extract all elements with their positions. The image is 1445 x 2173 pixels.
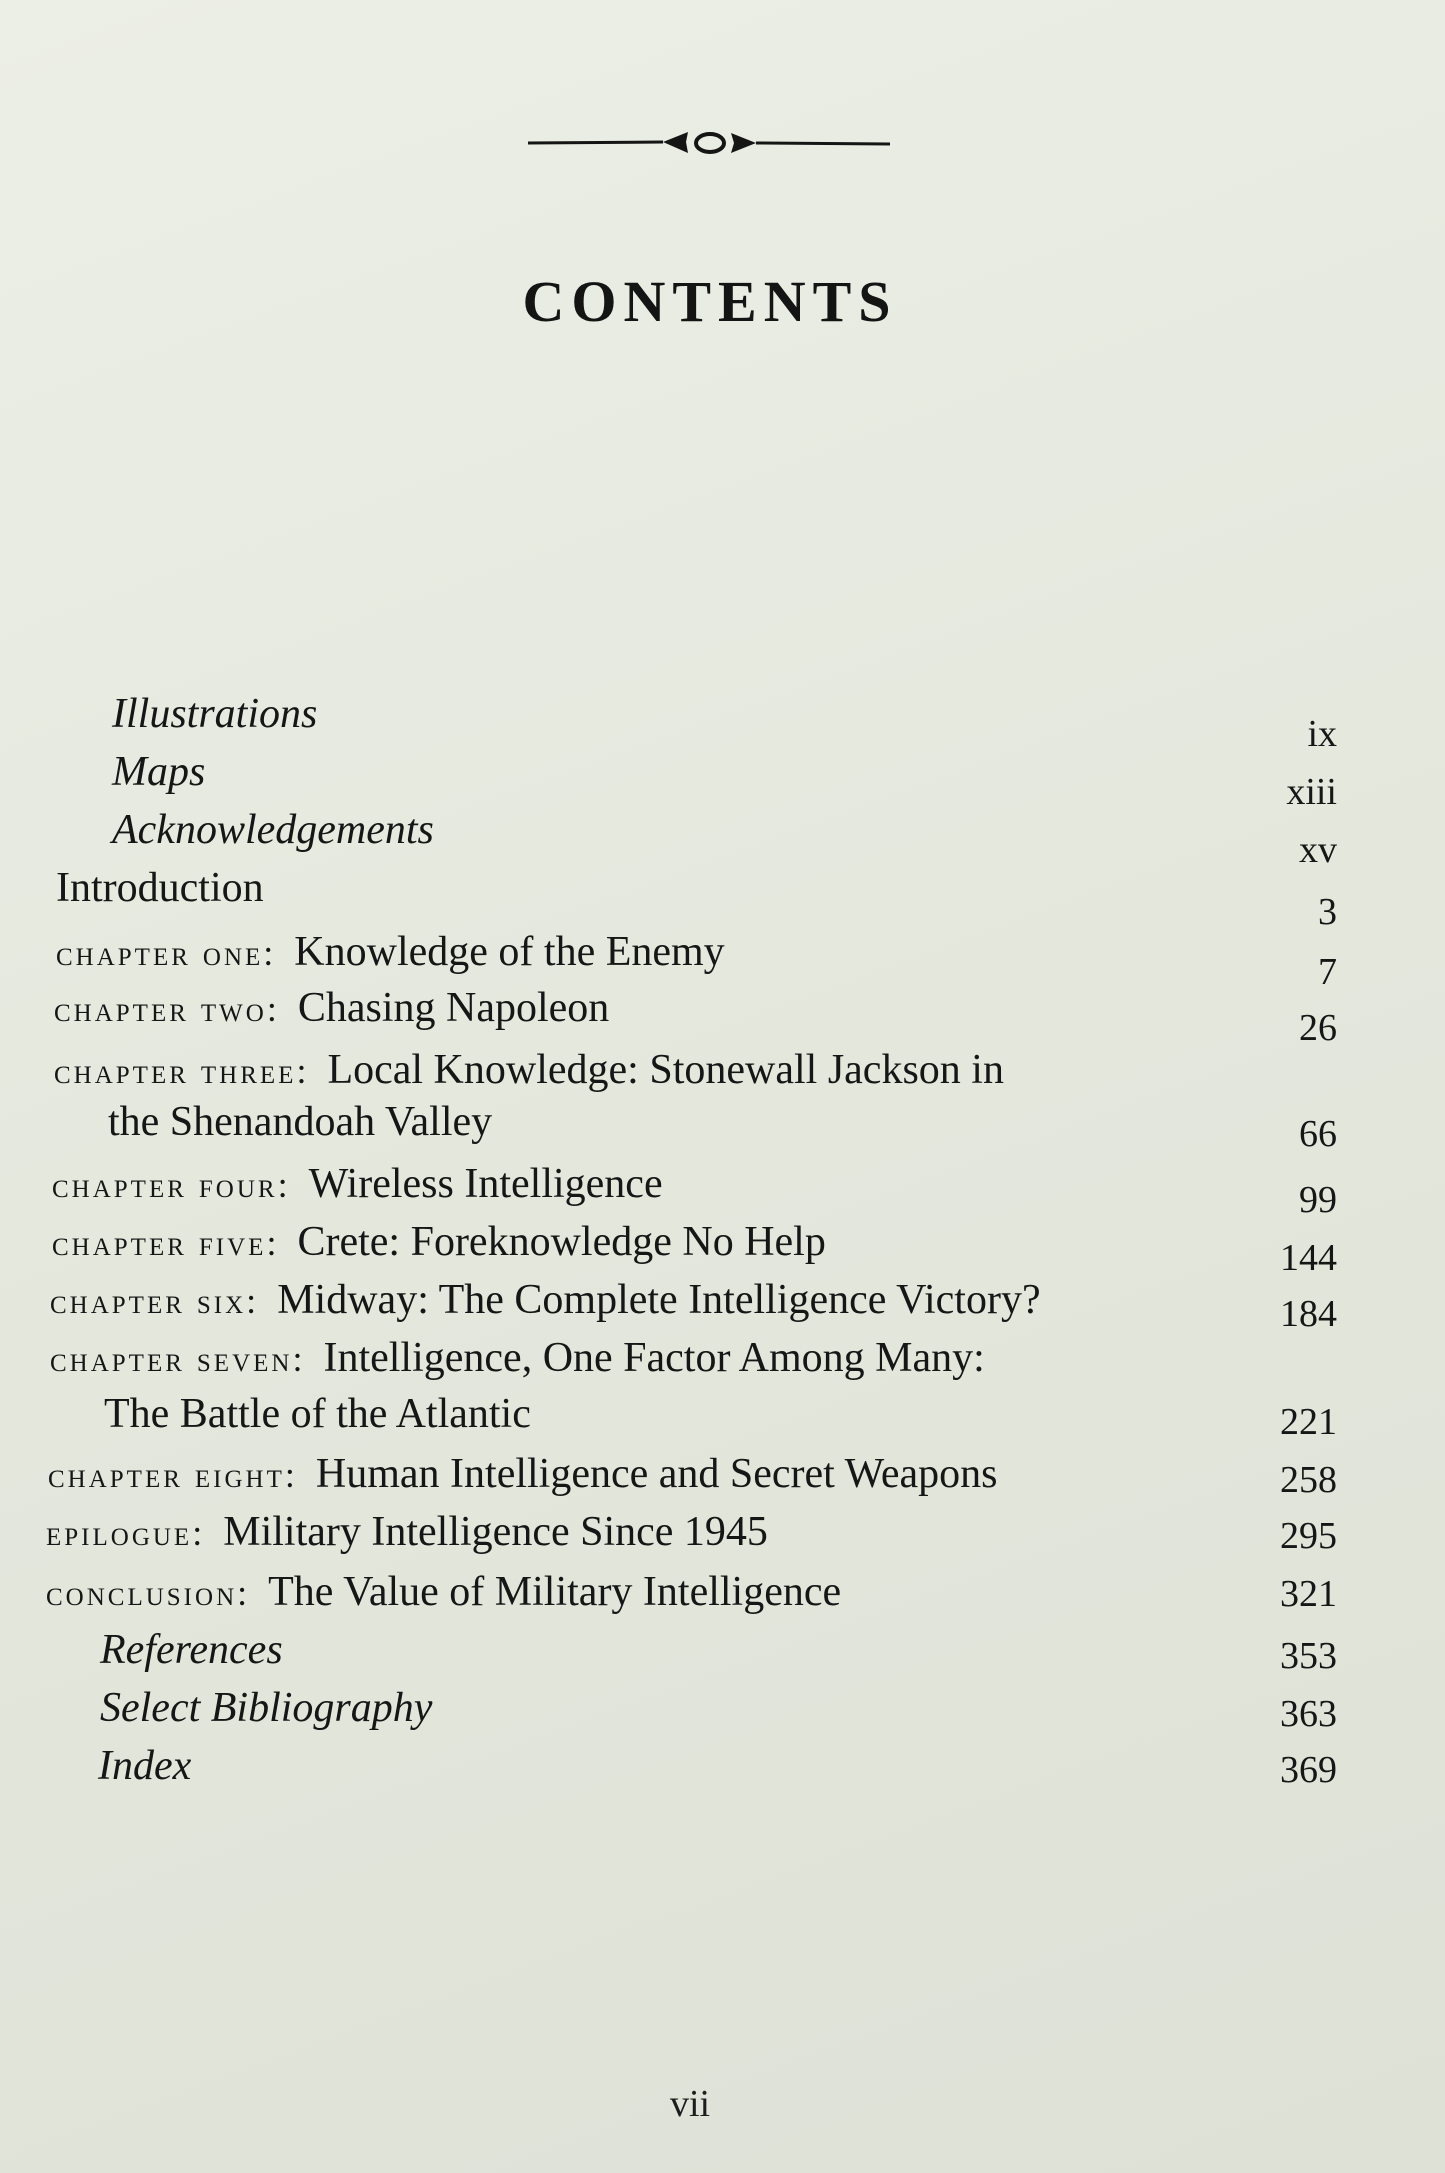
toc-entry-heading <box>50 1334 985 1383</box>
toc-entry-heading <box>100 1684 432 1732</box>
toc-entry-title: Midway: The Complete Intelligence Victory? <box>277 1277 1041 1323</box>
chapter-label: chapter four: <box>52 1165 291 1205</box>
chapter-label: chapter six: <box>50 1281 260 1321</box>
toc-entry-heading <box>54 1046 1004 1095</box>
toc-entry-page-number: 7 <box>1318 951 1337 993</box>
toc-entry-heading <box>112 806 434 854</box>
toc-entry-page-number: 144 <box>1280 1237 1337 1279</box>
toc-entry-heading <box>50 1276 1041 1325</box>
chapter-label: chapter three: <box>54 1051 310 1091</box>
toc-entry-title: Knowledge of the Enemy <box>294 929 725 975</box>
toc-entry-title-continuation: The Battle of the Atlantic <box>104 1391 531 1437</box>
chapter-label: chapter seven: <box>50 1339 306 1379</box>
toc-entry-heading <box>46 1568 841 1617</box>
chapter-label: chapter eight: <box>48 1455 298 1495</box>
toc-entry-heading <box>98 1742 191 1790</box>
toc-entry-page-number: 66 <box>1299 1113 1337 1155</box>
toc-entry-page-number: xv <box>1299 829 1337 871</box>
toc-entry-title: Select Bibliography <box>100 1685 433 1731</box>
page-title: CONTENTS <box>522 269 898 334</box>
toc-entry-page-number: 99 <box>1299 1179 1337 1221</box>
toc-entry-title: Chasing Napoleon <box>297 985 610 1031</box>
chapter-label: epilogue: <box>46 1513 206 1553</box>
toc-entry-title: The Value of Military Intelligence <box>268 1569 842 1615</box>
toc-entry-title: Local Knowledge: Stonewall Jackson in <box>327 1047 1004 1093</box>
toc-entry-heading <box>100 1626 283 1674</box>
toc-entry-heading <box>52 1218 826 1267</box>
toc-entry-title: Crete: Foreknowledge No Help <box>297 1219 826 1265</box>
toc-entry-page-number: ix <box>1307 713 1337 755</box>
chapter-label: chapter one: <box>56 933 277 973</box>
toc-entry-page-number: 26 <box>1299 1007 1337 1049</box>
toc-entry-heading <box>112 748 205 796</box>
toc-entry-title: Introduction <box>56 865 264 911</box>
toc-entry-title: Military Intelligence Since 1945 <box>223 1509 768 1555</box>
toc-entry-title: Maps <box>112 749 206 795</box>
toc-entry-title: Illustrations <box>112 691 318 737</box>
chapter-label: chapter two: <box>54 989 280 1029</box>
toc-entry-page-number: 3 <box>1318 891 1337 933</box>
toc-entry-page-number: 363 <box>1280 1693 1337 1735</box>
toc-entry-heading <box>46 1508 768 1557</box>
toc-entry-title: Human Intelligence and Secret Weapons <box>315 1451 998 1497</box>
chapter-label: chapter five: <box>52 1223 280 1263</box>
toc-entry-heading <box>52 1160 663 1209</box>
toc-entry-page-number: 258 <box>1280 1459 1337 1501</box>
toc-entry-title: Acknowledgements <box>112 807 434 853</box>
toc-entry-title: Intelligence, One Factor Among Many: <box>323 1335 985 1381</box>
toc-entry-heading <box>56 864 264 912</box>
toc-entry-heading <box>112 690 317 738</box>
page-number: vii <box>669 2083 711 2125</box>
toc-entry-title: References <box>100 1627 283 1673</box>
toc-entry-page-number: 295 <box>1280 1515 1337 1557</box>
toc-entry-heading <box>54 984 609 1033</box>
toc-entry-title-continuation: the Shenandoah Valley <box>108 1099 493 1145</box>
toc-entry-heading <box>56 928 725 977</box>
toc-entry-page-number: 353 <box>1280 1635 1337 1677</box>
toc-entry-page-number: xiii <box>1286 771 1337 813</box>
toc-entry-page-number: 369 <box>1280 1749 1337 1791</box>
toc-entry-heading <box>48 1450 998 1499</box>
toc-entry-page-number: 221 <box>1280 1401 1337 1443</box>
toc-entry-page-number: 184 <box>1280 1293 1337 1335</box>
toc-entry-page-number: 321 <box>1280 1573 1337 1615</box>
chapter-label: conclusion: <box>46 1573 251 1613</box>
toc-entry-title: Index <box>98 1743 192 1789</box>
toc-entry-title: Wireless Intelligence <box>308 1161 663 1207</box>
title-ornament <box>528 128 890 158</box>
